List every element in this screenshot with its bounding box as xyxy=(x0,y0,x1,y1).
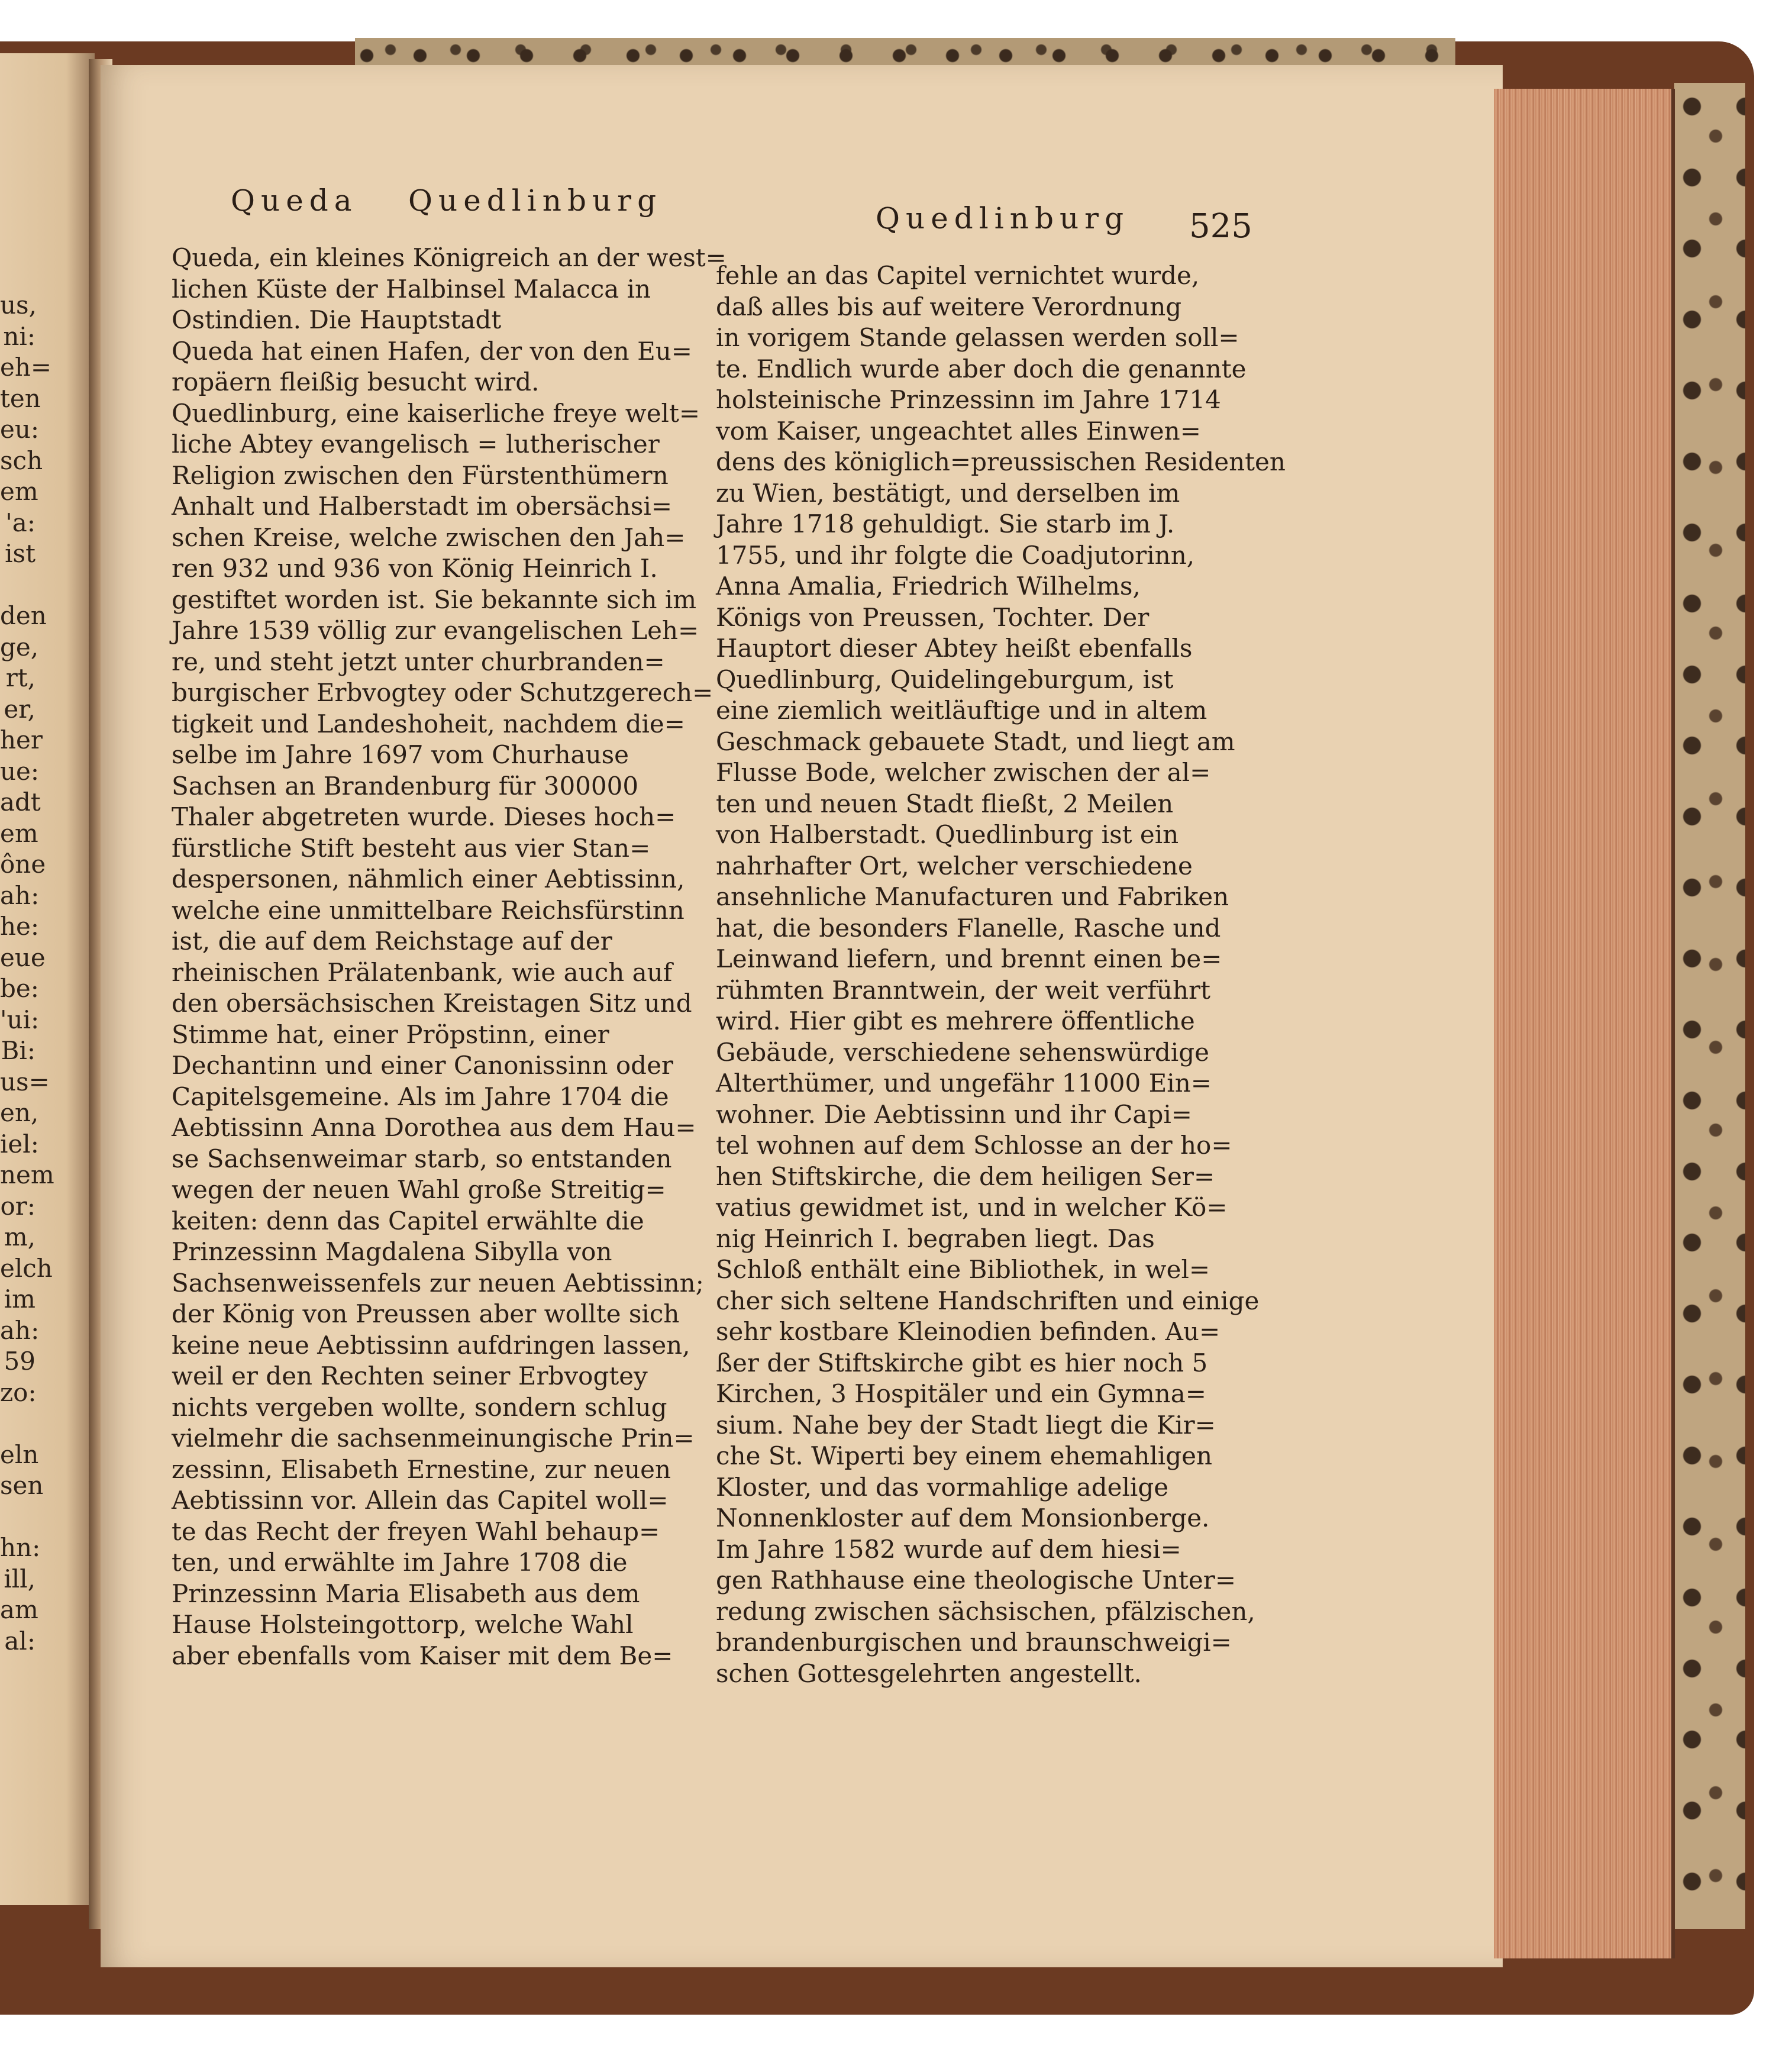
text-line: schen Kreise, welche zwischen den Jah= xyxy=(172,522,686,552)
fragment-line: eln xyxy=(0,1440,39,1469)
text-line: eine ziemlich weitläuftige und in altem xyxy=(716,696,1207,725)
fragment-line: eh= xyxy=(0,353,52,382)
text-line: Geschmack gebauete Stadt, und liegt am xyxy=(716,727,1235,756)
fragment-line: al: xyxy=(4,1626,35,1655)
fragment-line: 'a: xyxy=(5,508,35,537)
fragment-line: nem xyxy=(0,1160,54,1189)
fragment-line: en, xyxy=(0,1098,39,1127)
text-line: ropäern fleißig besucht wird. xyxy=(172,367,540,396)
fragment-line: be: xyxy=(0,974,39,1003)
text-line: Quedlinburg, eine kaiserliche freye welt= xyxy=(172,398,700,428)
fragment-line: iel: xyxy=(0,1129,39,1158)
text-line: holsteinische Prinzessinn im Jahre 1714 xyxy=(716,385,1221,414)
text-line: Anhalt und Halberstadt im obersächsi= xyxy=(172,492,673,521)
text-line: zessinn, Elisabeth Ernestine, zur neuen xyxy=(172,1454,671,1484)
fragment-line: ah: xyxy=(0,1315,40,1345)
text-line: Jahre 1718 gehuldigt. Sie starb im J. xyxy=(716,509,1175,538)
text-line: Im Jahre 1582 wurde auf dem hiesi= xyxy=(716,1534,1181,1564)
text-line: vatius gewidmet ist, und in welcher Kö= xyxy=(716,1193,1228,1222)
text-line: despersonen, nähmlich einer Aebtissinn, xyxy=(172,864,685,893)
fragment-line: hn: xyxy=(0,1533,41,1562)
text-line: Sachsenweissenfels zur neuen Aebtissinn; xyxy=(172,1268,704,1298)
fragment-line: sch xyxy=(0,446,43,475)
text-line: Hause Holsteingottorp, welche Wahl xyxy=(172,1610,634,1639)
text-line: sehr kostbare Kleinodien befinden. Au= xyxy=(716,1317,1221,1346)
fragment-line: he: xyxy=(0,912,40,941)
text-line: Leinwand liefern, und brennt einen be= xyxy=(716,944,1222,973)
text-line: tigkeit und Landeshoheit, nachdem die= xyxy=(172,709,685,738)
text-line: nahrhafter Ort, welcher verschiedene xyxy=(716,851,1193,880)
text-line: che St. Wiperti bey einem ehemahligen xyxy=(716,1441,1212,1470)
text-line: rheinischen Prälatenbank, wie auch auf xyxy=(172,957,673,987)
text-line: tel wohnen auf dem Schlosse an der ho= xyxy=(716,1131,1232,1160)
text-line: Quedlinburg, Quidelingeburgum, ist xyxy=(716,664,1174,694)
text-line: dens des königlich=preussischen Residenten xyxy=(716,447,1286,476)
text-line: ansehnliche Manufacturen und Fabriken xyxy=(716,882,1229,911)
fragment-line: elch xyxy=(0,1253,53,1283)
text-line: Queda, ein kleines Königreich an der west= xyxy=(172,243,727,272)
text-line: Gebäude, verschiedene sehenswürdige xyxy=(716,1037,1209,1067)
text-line: Alterthümer, und ungefähr 11000 Ein= xyxy=(716,1069,1212,1098)
text-line: Dechantinn und einer Canonissinn oder xyxy=(172,1051,673,1080)
running-head-left: Queda xyxy=(231,183,358,218)
text-line: wird. Hier gibt es mehrere öffentliche xyxy=(716,1006,1195,1035)
text-line: te das Recht der freyen Wahl behaup= xyxy=(172,1516,660,1546)
text-line: keiten: denn das Capitel erwählte die xyxy=(172,1206,644,1235)
text-line: Thaler abgetreten wurde. Dieses hoch= xyxy=(172,802,676,831)
fragment-line: ue: xyxy=(0,756,40,786)
fragment-line: em xyxy=(0,818,38,848)
text-line: keine neue Aebtissinn aufdringen lassen, xyxy=(172,1330,690,1360)
fragment-line: her xyxy=(0,725,43,754)
text-line: Königs von Preussen, Tochter. Der xyxy=(716,602,1150,632)
fragment-line: zo: xyxy=(0,1377,37,1407)
text-line: nichts vergeben wollte, sondern schlug xyxy=(172,1392,667,1422)
fragment-line: eue xyxy=(0,943,46,972)
text-line: Nonnenkloster auf dem Monsionberge. xyxy=(716,1503,1210,1532)
text-line: te. Endlich wurde aber doch die genannte xyxy=(716,354,1247,383)
fragment-line: m, xyxy=(4,1222,35,1251)
text-line: liche Abtey evangelisch = lutherischer xyxy=(172,430,660,459)
text-line: Religion zwischen den Fürstenthümern xyxy=(172,460,669,490)
text-line: ist, die auf dem Reichstage auf der xyxy=(172,927,612,956)
text-line: brandenburgischen und braunschweigi= xyxy=(716,1628,1232,1657)
text-line: lichen Küste der Halbinsel Malacca in xyxy=(172,274,651,304)
text-line: ten und neuen Stadt fließt, 2 Meilen xyxy=(716,789,1174,818)
text-line: wohner. Die Aebtissinn und ihr Capi= xyxy=(716,1099,1192,1129)
fragment-line: em xyxy=(0,477,38,506)
text-line: sium. Nahe bey der Stadt liegt die Kir= xyxy=(716,1410,1216,1440)
text-line: redung zwischen sächsischen, pfälzischen, xyxy=(716,1596,1255,1626)
text-line: ten, und erwählte im Jahre 1708 die xyxy=(172,1548,628,1577)
text-line: fehle an das Capitel vernichtet wurde, xyxy=(716,261,1200,290)
text-line: se Sachsenweimar starb, so entstanden xyxy=(172,1144,672,1173)
text-line: Kirchen, 3 Hospitäler und ein Gymna= xyxy=(716,1379,1206,1408)
text-line: ren 932 und 936 von König Heinrich I. xyxy=(172,554,658,583)
left-text-column xyxy=(172,243,727,1671)
text-line: ßer der Stiftskirche gibt es hier noch 5 xyxy=(716,1348,1208,1377)
text-line: selbe im Jahre 1697 vom Churhause xyxy=(172,740,629,769)
text-line: hen Stiftskirche, die dem heiligen Ser= xyxy=(716,1161,1215,1191)
text-line: Hauptort dieser Abtey heißt ebenfalls xyxy=(716,634,1193,663)
text-line: Sachsen an Brandenburg für 300000 xyxy=(172,771,639,801)
text-line: fürstliche Stift besteht aus vier Stan= xyxy=(172,833,651,863)
fragment-line: Bi: xyxy=(1,1036,35,1065)
text-line: gen Rathhause eine theologische Unter= xyxy=(716,1566,1236,1595)
text-line: vom Kaiser, ungeachtet alles Einwen= xyxy=(716,416,1201,446)
text-line: Prinzessinn Magdalena Sibylla von xyxy=(172,1237,612,1266)
fragment-line: ist xyxy=(5,539,35,568)
text-line: Aebtissinn Anna Dorothea aus dem Hau= xyxy=(172,1113,696,1142)
text-line: Jahre 1539 völlig zur evangelischen Leh= xyxy=(172,616,699,645)
text-line: vielmehr die sachsenmeinungische Prin= xyxy=(172,1424,695,1453)
text-line: Queda hat einen Hafen, der von den Eu= xyxy=(172,336,692,366)
text-line: weil er den Rechten seiner Erbvogtey xyxy=(172,1361,648,1390)
fragment-line: us= xyxy=(0,1067,50,1096)
fragment-line: or: xyxy=(0,1191,35,1221)
text-line: Capitelsgemeine. Als im Jahre 1704 die xyxy=(172,1082,669,1111)
text-line: den obersächsischen Kreistagen Sitz und xyxy=(172,989,692,1018)
fragment-line: ni: xyxy=(3,321,35,351)
text-line: der König von Preussen aber wollte sich xyxy=(172,1299,680,1328)
fragment-line: ône xyxy=(0,850,46,879)
text-line: schen Gottesgelehrten angestellt. xyxy=(716,1658,1142,1688)
text-line: aber ebenfalls vom Kaiser mit dem Be= xyxy=(172,1641,673,1670)
text-line: Kloster, und das vormahlige adelige xyxy=(716,1472,1169,1502)
text-line: wegen der neuen Wahl große Streitig= xyxy=(172,1175,666,1204)
text-line: hat, die besonders Flanelle, Rasche und xyxy=(716,913,1221,943)
text-line: Schloß enthält eine Bibliothek, in wel= xyxy=(716,1255,1210,1284)
fragment-line: ten xyxy=(0,383,41,413)
fragment-line: us, xyxy=(0,291,37,320)
fragment-line: adt xyxy=(0,788,41,817)
text-line: re, und steht jetzt unter churbranden= xyxy=(172,647,665,676)
text-line: 1755, und ihr folgte die Coadjutorinn, xyxy=(716,540,1195,570)
text-line: Prinzessinn Maria Elisabeth aus dem xyxy=(172,1579,640,1608)
fragment-line: ah: xyxy=(0,880,40,910)
page-number: 525 xyxy=(1189,207,1252,246)
fragment-line: im xyxy=(4,1285,35,1314)
text-line: burgischer Erbvogtey oder Schutzgerech= xyxy=(172,678,713,707)
text-line: rühmten Branntwein, der weit verführt xyxy=(716,975,1210,1005)
text-line: in vorigem Stande gelassen werden soll= xyxy=(716,323,1239,352)
fragment-line: er, xyxy=(4,694,35,724)
text-line: welche eine unmittelbare Reichsfürstinn xyxy=(172,895,684,925)
text-line: Stimme hat, einer Pröpstinn, einer xyxy=(172,1019,609,1049)
fragment-line: rt, xyxy=(5,663,35,692)
text-line: daß alles bis auf weitere Verordnung xyxy=(716,292,1182,321)
fragment-line: am xyxy=(0,1595,38,1624)
right-text-column xyxy=(716,260,1286,1689)
text-line: cher sich seltene Handschriften und einige xyxy=(716,1286,1260,1315)
fragment-line: ge, xyxy=(0,632,39,661)
fragment-line: den xyxy=(0,601,47,630)
fragment-line: sen xyxy=(0,1471,44,1500)
fragment-line: eu: xyxy=(0,415,40,444)
fragment-line: 'ui: xyxy=(0,1005,40,1034)
text-line: Flusse Bode, welcher zwischen der al= xyxy=(716,758,1211,787)
text-line: zu Wien, bestätigt, und derselben im xyxy=(716,478,1180,508)
running-head-center: Quedlinburg xyxy=(408,183,663,218)
text-line: gestiftet worden ist. Sie bekannte sich im xyxy=(172,585,697,614)
fragment-line: ill, xyxy=(4,1564,35,1593)
text-line: nig Heinrich I. begraben liegt. Das xyxy=(716,1224,1155,1253)
text-line: Ostindien. Die Hauptstadt xyxy=(172,305,502,334)
text-line: von Halberstadt. Quedlinburg ist ein xyxy=(716,820,1179,849)
running-head-right: Quedlinburg xyxy=(876,201,1130,235)
text-line: Aebtissinn vor. Allein das Capitel woll= xyxy=(172,1486,669,1515)
text-line: Anna Amalia, Friedrich Wilhelms, xyxy=(716,572,1141,601)
fragment-line: 59 xyxy=(4,1347,35,1376)
